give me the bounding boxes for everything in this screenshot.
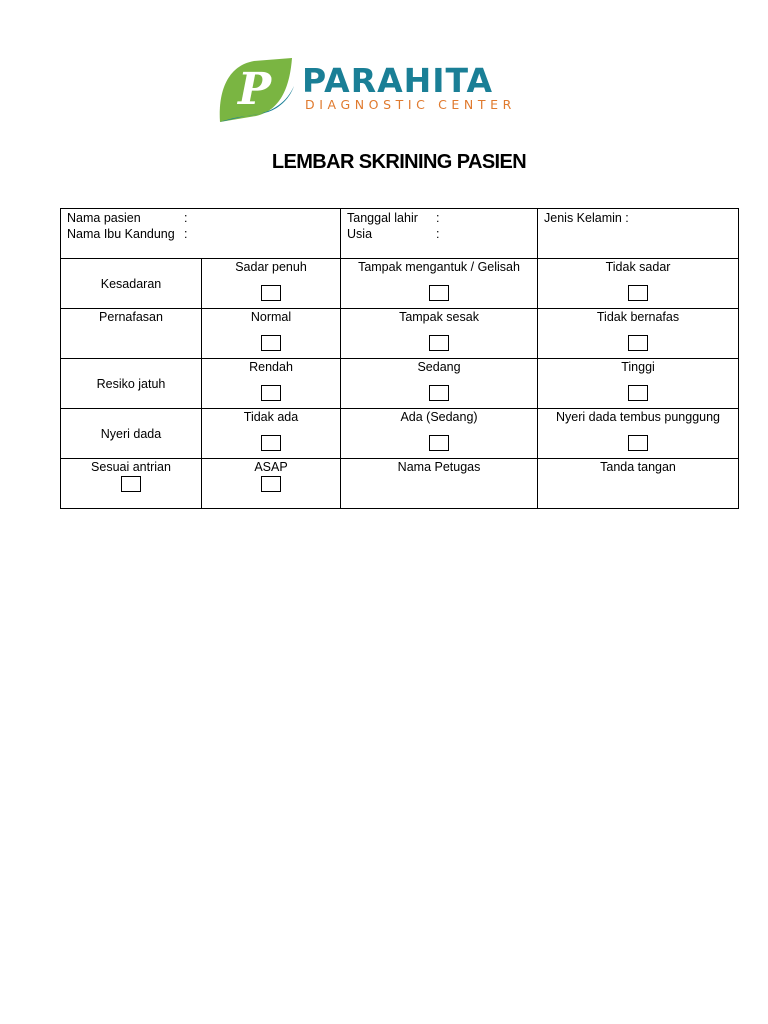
sedang-checkbox[interactable] [429,385,449,401]
logo-brand-name: PARAHITA [302,61,494,100]
patient-info-row [61,209,739,259]
pernafasan-row [61,309,739,359]
sesuai-antrian-checkbox[interactable] [121,476,141,492]
kesadaran-label: Kesadaran [100,276,162,291]
sesuai-antrian-label: Sesuai antrian [91,460,171,474]
option-label: Nyeri dada tembus punggung [556,410,721,424]
patient-name-cell[interactable] [61,209,341,259]
option-label: Tinggi [621,360,655,374]
rendah-checkbox[interactable] [261,385,281,401]
normal-checkbox[interactable] [261,335,281,351]
tanggal-lahir-label: Tanggal lahir [347,211,418,225]
option-label: Tampak sesak [399,310,479,324]
resiko-jatuh-label: Resiko jatuh [96,376,166,391]
tanda-tangan-label: Tanda tangan [600,460,676,474]
footer-row [61,459,739,509]
option-label: Tampak mengantuk / Gelisah [358,260,520,274]
option-label: Tidak ada [243,410,299,424]
tanggal-lahir-colon: : [436,211,440,225]
birthdate-age-cell[interactable] [341,209,538,259]
asap-checkbox[interactable] [261,476,281,492]
nama-petugas-cell[interactable] [341,459,538,509]
tampak-sesak-checkbox[interactable] [429,335,449,351]
screening-form-table [60,208,739,509]
jenis-kelamin-label: Jenis Kelamin : [544,211,629,225]
nyeri-dada-row [61,409,739,459]
svg-text:P: P [238,64,272,115]
nyeri-tembus-punggung-checkbox[interactable] [628,435,648,451]
option-label: Tidak bernafas [596,310,680,324]
resiko-jatuh-row [61,359,739,409]
tinggi-checkbox[interactable] [628,385,648,401]
kesadaran-row [61,259,739,309]
parahita-leaf-logo-icon [216,58,296,122]
option-label: Sedang [417,360,461,374]
nama-ibu-label: Nama Ibu Kandung [67,227,175,241]
gender-cell[interactable] [538,209,739,259]
tampak-mengantuk-checkbox[interactable] [429,285,449,301]
option-label: Rendah [249,360,293,374]
tidak-ada-checkbox[interactable] [261,435,281,451]
parahita-logo [216,58,582,122]
option-label: Ada (Sedang) [400,410,478,424]
pernafasan-label: Pernafasan [99,310,163,324]
asap-label: ASAP [254,460,288,474]
nama-pasien-colon: : [184,211,188,225]
logo-subtitle: DIAGNOSTIC CENTER [305,97,516,112]
nama-ibu-colon: : [184,227,188,241]
tidak-sadar-checkbox[interactable] [628,285,648,301]
ada-sedang-checkbox[interactable] [429,435,449,451]
page-title: LEMBAR SKRINING PASIEN [271,151,527,173]
option-label: Normal [250,310,292,324]
option-label: Sadar penuh [235,260,307,274]
tanda-tangan-cell[interactable] [538,459,739,509]
option-label: Tidak sadar [605,260,671,274]
nama-pasien-label: Nama pasien [67,211,141,225]
nama-petugas-label: Nama Petugas [397,460,481,474]
sadar-penuh-checkbox[interactable] [261,285,281,301]
usia-label: Usia [347,227,373,241]
tidak-bernafas-checkbox[interactable] [628,335,648,351]
nyeri-dada-label: Nyeri dada [100,426,162,441]
usia-colon: : [436,227,440,241]
